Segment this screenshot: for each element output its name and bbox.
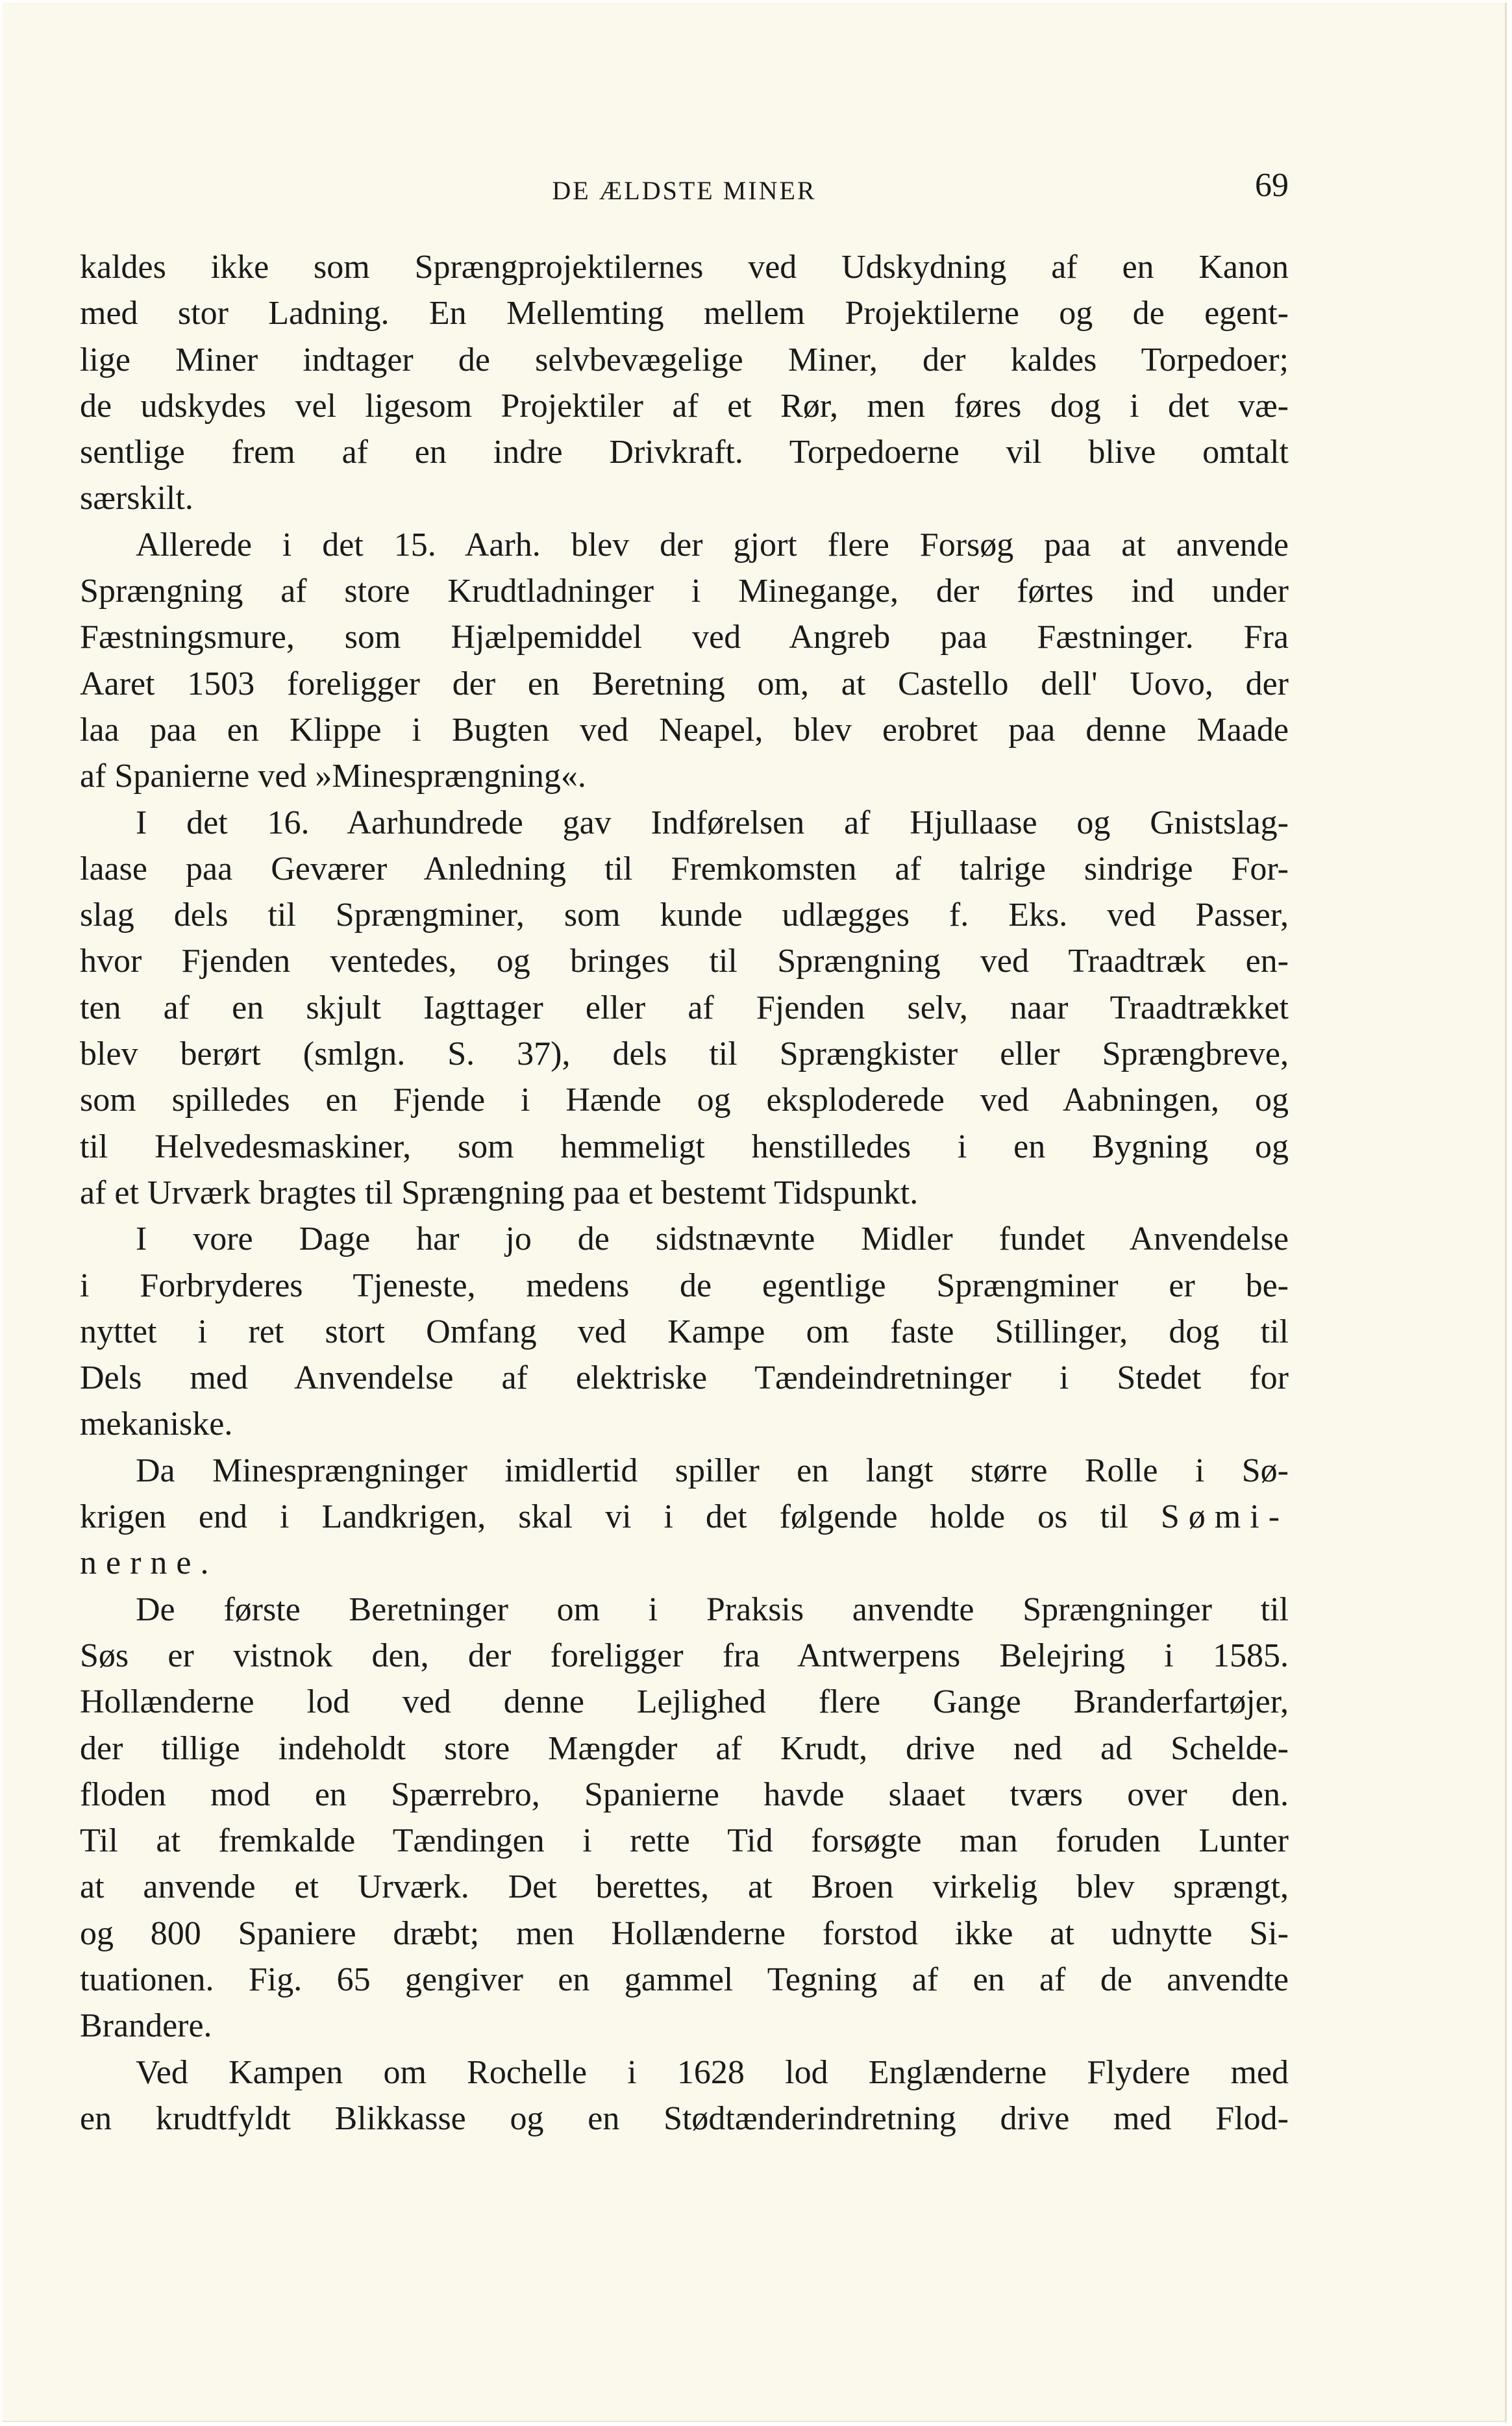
running-head: DE ÆLDSTE MINER: [552, 176, 817, 205]
paragraph: [80, 1448, 1289, 1587]
text-line: hvor Fjenden ventedes, og bringes til Sprængning ved Traadtræk en-: [80, 943, 1289, 980]
text-line: en krudtfyldt Blikkasse og en Stødtænderindretning drive med Flod-: [80, 2099, 1289, 2137]
text-run: krigen end i Landkrigen, skal vi i det følgende holde os til: [80, 1498, 1128, 1536]
text-line: at anvende et Urværk. Det berettes, at Broen virkelig blev sprængt,: [80, 1868, 1289, 1906]
text-line: Dels med Anvendelse af elektriske Tændeindretninger i Stedet for: [80, 1359, 1289, 1397]
text-line: lige Miner indtager de selvbevægelige Miner, der kaldes Torpedoer;: [80, 341, 1289, 378]
text-line: [80, 1494, 1289, 1540]
text-line: der tillige indeholdt store Mængder af Krudt, drive ned ad Schelde-: [80, 1729, 1289, 1767]
paragraph: [80, 1587, 1289, 2049]
text-line: floden mod en Spærrebro, Spanierne havde slaaet tværs over den.: [80, 1776, 1289, 1813]
text-line: blev berørt (smlgn. S. 37), dels til Sprængkister eller Sprængbreve,: [80, 1035, 1289, 1073]
text-line: til Helvedesmaskiner, som hemmeligt henstilledes i en Bygning og: [80, 1128, 1289, 1165]
paragraph: [80, 2049, 1289, 2142]
text-line: Ved Kampen om Rochelle i 1628 lod Englænderne Flydere med: [136, 2053, 1289, 2091]
text-line: tuationen. Fig. 65 gengiver en gammel Tegning af en af de anvendte: [80, 1961, 1289, 1998]
text-line: I vore Dage har jo de sidstnævnte Midler fundet Anvendelse: [136, 1220, 1289, 1258]
text-line: særskilt.: [80, 480, 193, 517]
book-page: [3, 3, 1507, 2422]
text-line: laa paa en Klippe i Bugten ved Neapel, blev erobret paa denne Maade: [80, 711, 1289, 749]
text-line: ten af en skjult Iagttager eller af Fjenden selv, naar Traadtrækket: [80, 989, 1289, 1026]
text-line: Søs er vistnok den, der foreligger fra Antwerpens Belejring i 1585.: [80, 1637, 1289, 1674]
page-header: [80, 166, 1289, 212]
text-line: Allerede i det 15. Aarh. blev der gjort flere Forsøg paa at anvende: [136, 526, 1289, 563]
text-line: Brandere.: [80, 2007, 212, 2045]
body-text: [80, 244, 1289, 2142]
paragraph: [80, 800, 1289, 1217]
paragraph: [80, 244, 1289, 522]
text-line: slag dels til Sprængminer, som kunde udlægges f. Eks. ved Passer,: [80, 897, 1289, 934]
text-line: mekaniske.: [80, 1405, 233, 1443]
text-line: I det 16. Aarhundrede gav Indførelsen af Hjullaase og Gnistslag-: [136, 804, 1289, 841]
text-line: Da Minesprængninger imidlertid spiller en langt større Rolle i Sø-: [136, 1452, 1289, 1489]
page-number: 69: [1255, 167, 1289, 204]
text-line: De første Beretninger om i Praksis anvendte Sprængninger til: [136, 1591, 1289, 1628]
text-line: Sprængning af store Krudtladninger i Minegange, der førtes ind under: [80, 573, 1289, 610]
text-line: og 800 Spaniere dræbt; men Hollænderne forstod ikke at udnytte Si-: [80, 1914, 1289, 1952]
text-line: Aaret 1503 foreligger der en Beretning om, at Castello dell' Uovo, der: [80, 665, 1289, 702]
text-line: i Forbryderes Tjeneste, medens de egentlige Sprængminer er be-: [80, 1267, 1289, 1304]
text-line: Til at fremkalde Tændingen i rette Tid forsøgte man foruden Lunter: [80, 1822, 1289, 1860]
text-line: af Spanierne ved »Minesprængning«.: [80, 758, 586, 795]
text-line: sentlige frem af en indre Drivkraft. Torpedoerne vil blive omtalt: [80, 434, 1289, 471]
paragraph: [80, 1216, 1289, 1447]
text-line: med stor Ladning. En Mellemting mellem Projektilerne og de egent-: [80, 295, 1289, 332]
text-line: nyttet i ret stort Omfang ved Kampe om faste Stillinger, dog til: [80, 1313, 1289, 1350]
text-line: Fæstningsmure, som Hjælpemiddel ved Angreb paa Fæstninger. Fra: [80, 619, 1289, 656]
text-line: af et Urværk bragtes til Sprængning paa et bestemt Tidspunkt.: [80, 1174, 919, 1211]
text-line: nerne.: [80, 1544, 218, 1582]
text-line: som spilledes en Fjende i Hænde og eksploderede ved Aabningen, og: [80, 1082, 1289, 1119]
text-line: Hollænderne lod ved denne Lejlighed flere Gange Branderfartøjer,: [80, 1683, 1289, 1721]
spaced-word: Sømi-: [1160, 1498, 1289, 1536]
text-line: kaldes ikke som Sprængprojektilernes ved Udskydning af en Kanon: [80, 249, 1289, 286]
text-line: laase paa Geværer Anledning til Fremkomsten af talrige sindrige For-: [80, 850, 1289, 887]
paragraph: [80, 522, 1289, 800]
text-line: de udskydes vel ligesom Projektiler af et Rør, men føres dog i det væ-: [80, 387, 1289, 425]
